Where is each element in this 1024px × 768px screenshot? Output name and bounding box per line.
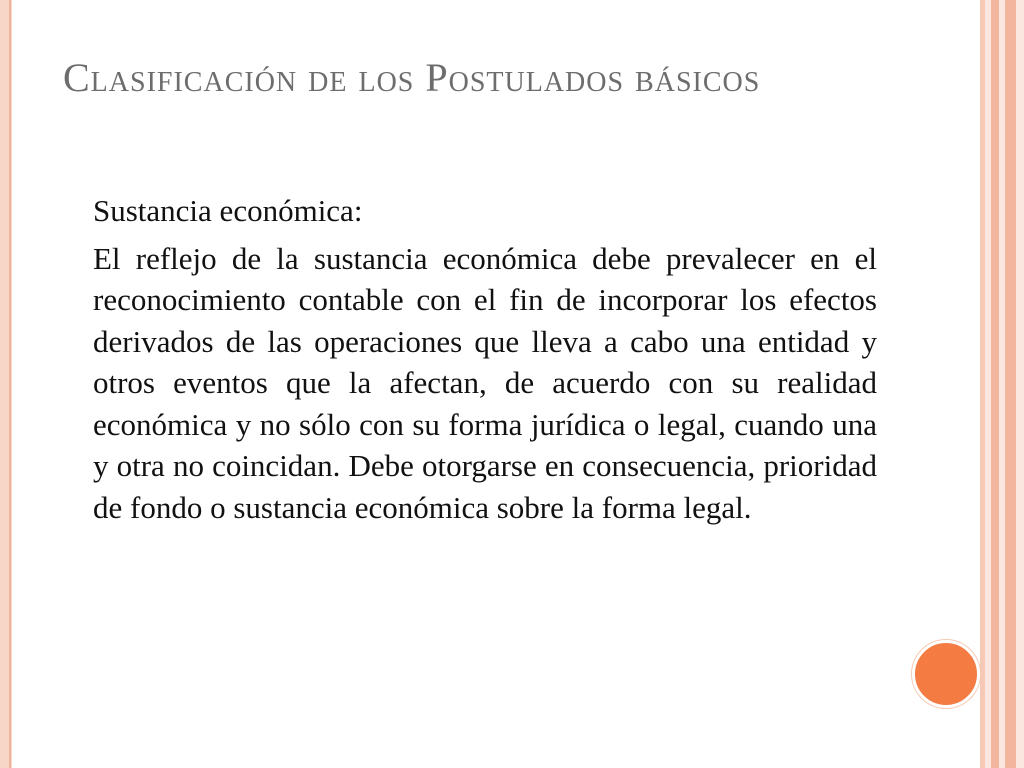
slide-title: Clasificación de los Postulados básicos: [63, 55, 761, 100]
left-frame-line: [9, 0, 11, 768]
subheading: Sustancia económica:: [93, 193, 363, 228]
right-frame-stripe: [1005, 0, 1016, 768]
slide-body: [93, 190, 877, 528]
body-paragraph: El reflejo de la sustancia económica debe prevalecer en el reconocimiento contable con el fin de incorporar los efectos derivados de las operaciones que lleva a cabo una entidad y otros eventos que la afectan, de acuerdo con su realidad económica y no sólo con su forma jurídica o legal, cuando una y otra no coincidan. Debe otorgarse en consecuencia, prioridad de fondo o sustancia económica sobre la forma legal.: [93, 240, 877, 525]
accent-circle: [912, 640, 980, 708]
right-frame-stripe: [1016, 0, 1024, 768]
right-frame-stripe: [991, 0, 999, 768]
